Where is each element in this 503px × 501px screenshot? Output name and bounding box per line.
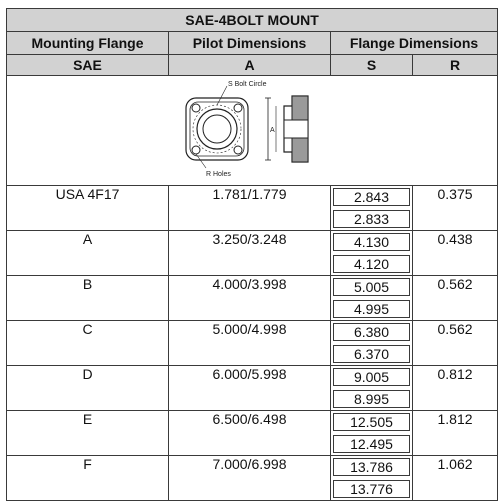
sae-4bolt-table xyxy=(6,8,498,501)
cell-s-dimension xyxy=(331,321,413,366)
cell-s-dimension xyxy=(331,276,413,321)
subheader-r: R xyxy=(413,55,498,76)
table-row xyxy=(7,411,498,456)
cell-s-dimension xyxy=(331,411,413,456)
cell-sae: USA 4F17 xyxy=(7,186,169,231)
s-value-min: 13.776 xyxy=(333,480,410,498)
dimension-a-label: A xyxy=(270,127,275,134)
cell-sae: D xyxy=(7,366,169,411)
subheader-a: A xyxy=(169,55,331,76)
table-row xyxy=(7,276,498,321)
table-title: SAE-4BOLT MOUNT xyxy=(7,9,498,32)
s-value-max: 4.130 xyxy=(333,233,410,251)
s-value-stack xyxy=(331,186,412,230)
cell-sae: B xyxy=(7,276,169,321)
s-value-max: 5.005 xyxy=(333,278,410,296)
s-value-max: 6.380 xyxy=(333,323,410,341)
s-value-min: 12.495 xyxy=(333,435,410,453)
subheader-s: S xyxy=(331,55,413,76)
cell-pilot-dimension: 6.500/6.498 xyxy=(169,411,331,456)
cell-s-dimension xyxy=(331,186,413,231)
cell-pilot-dimension: 5.000/4.998 xyxy=(169,321,331,366)
header-pilot-dimensions: Pilot Dimensions xyxy=(169,32,331,55)
flange-front-view xyxy=(186,86,248,168)
cell-r-dimension: 0.562 xyxy=(413,321,498,366)
cell-r-dimension: 1.812 xyxy=(413,411,498,456)
s-value-min: 2.833 xyxy=(333,210,410,228)
cell-r-dimension: 1.062 xyxy=(413,456,498,501)
mount-diagram-cell xyxy=(7,76,498,186)
table-row xyxy=(7,366,498,411)
cell-s-dimension xyxy=(331,366,413,411)
cell-sae: A xyxy=(7,231,169,276)
s-value-stack xyxy=(331,456,412,500)
cell-sae: E xyxy=(7,411,169,456)
cell-pilot-dimension: 4.000/3.998 xyxy=(169,276,331,321)
header-mounting-flange: Mounting Flange xyxy=(7,32,169,55)
cell-r-dimension: 0.812 xyxy=(413,366,498,411)
cell-s-dimension xyxy=(331,456,413,501)
table-row xyxy=(7,186,498,231)
s-value-max: 9.005 xyxy=(333,368,410,386)
table-row xyxy=(7,456,498,501)
s-value-min: 6.370 xyxy=(333,345,410,363)
cell-r-dimension: 0.562 xyxy=(413,276,498,321)
cell-sae: C xyxy=(7,321,169,366)
s-value-max: 2.843 xyxy=(333,188,410,206)
holes-label: R Holes xyxy=(206,171,231,178)
cell-pilot-dimension: 3.250/3.248 xyxy=(169,231,331,276)
cell-r-dimension: 0.438 xyxy=(413,231,498,276)
cell-pilot-dimension: 1.781/1.779 xyxy=(169,186,331,231)
cell-pilot-dimension: 7.000/6.998 xyxy=(169,456,331,501)
subheader-sae: SAE xyxy=(7,55,169,76)
table-body xyxy=(7,186,498,501)
table-row xyxy=(7,231,498,276)
cell-s-dimension xyxy=(331,231,413,276)
s-value-stack xyxy=(331,321,412,365)
s-value-stack xyxy=(331,276,412,320)
s-value-min: 4.995 xyxy=(333,300,410,318)
s-value-stack xyxy=(331,366,412,410)
s-value-min: 4.120 xyxy=(333,255,410,273)
cell-sae: F xyxy=(7,456,169,501)
cell-r-dimension: 0.375 xyxy=(413,186,498,231)
s-value-max: 12.505 xyxy=(333,413,410,431)
bolt-circle-label: S Bolt Circle xyxy=(228,81,267,88)
s-value-stack xyxy=(331,231,412,275)
cell-pilot-dimension: 6.000/5.998 xyxy=(169,366,331,411)
s-value-min: 8.995 xyxy=(333,390,410,408)
s-value-max: 13.786 xyxy=(333,458,410,476)
s-value-stack xyxy=(331,411,412,455)
spec-table-container xyxy=(6,8,497,501)
mount-diagram xyxy=(172,76,332,180)
table-row xyxy=(7,321,498,366)
header-flange-dimensions: Flange Dimensions xyxy=(331,32,498,55)
